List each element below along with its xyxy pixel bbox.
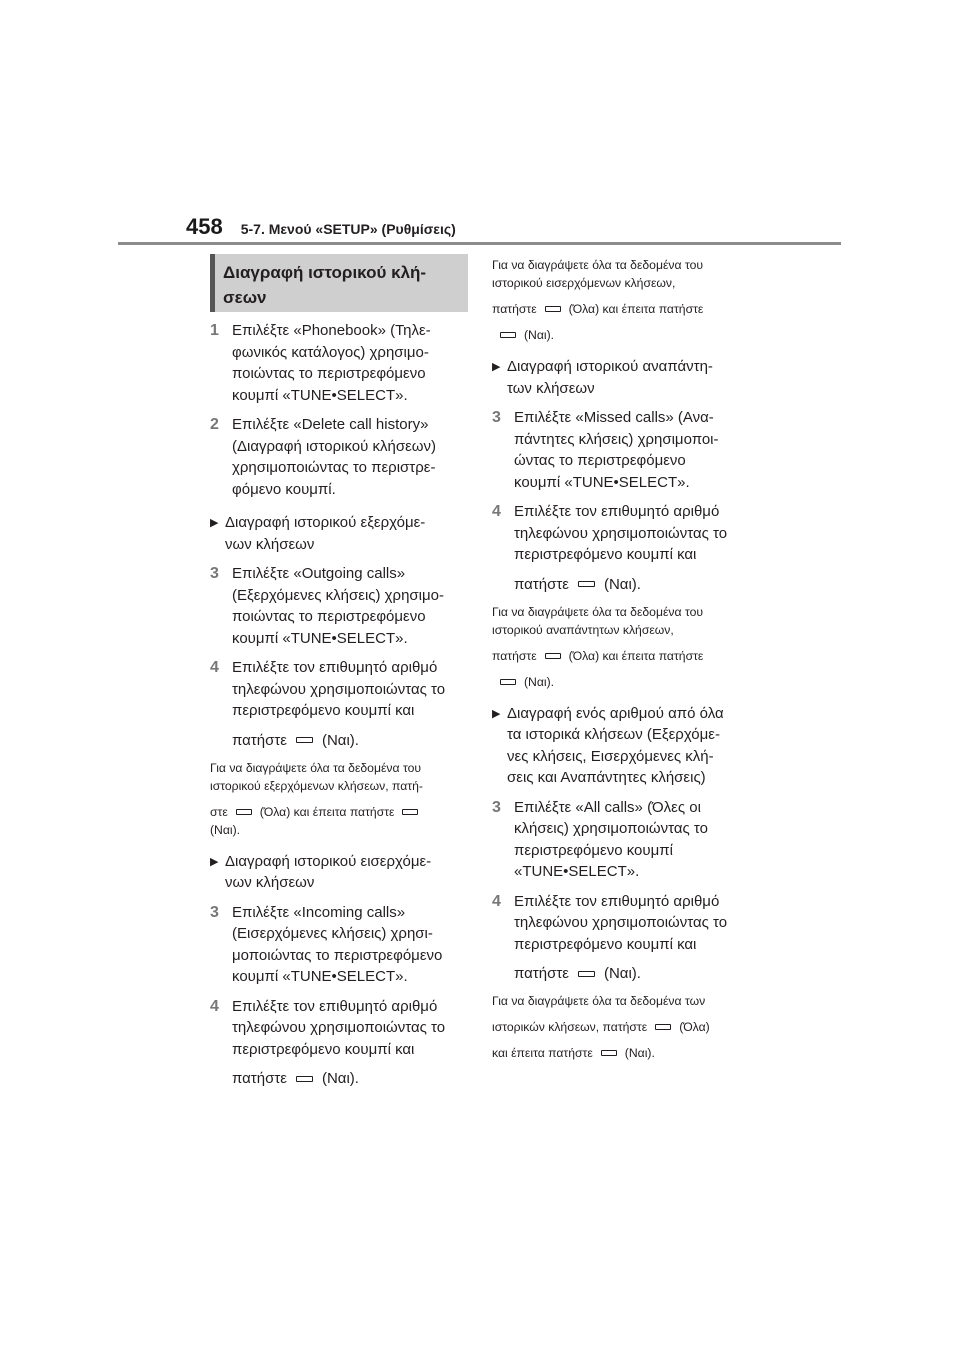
text-fragment: ιστορικών κλήσεων, πατήστε [492, 1020, 648, 1034]
text-line: μοποιώντας το περιστρεφόμενο [232, 946, 443, 964]
button-icon [578, 971, 595, 977]
button-icon [601, 1050, 617, 1056]
text-line: Επιλέξτε τον επιθυμητό αριθμό [514, 503, 720, 520]
topic-title-line: σεων [223, 288, 267, 307]
press-yes-line [232, 1070, 470, 1087]
text-line [492, 1018, 754, 1036]
left-column [210, 254, 470, 1097]
step-text [232, 657, 470, 722]
text-fragment: (Ναι). [603, 965, 641, 982]
text-line: τα ιστορικά κλήσεων (Εξερχόμε- [507, 726, 720, 743]
press-yes-line [514, 576, 754, 593]
text-line: νες κλήσεις, Εισερχόμενες κλή- [507, 747, 714, 765]
step-text [232, 902, 470, 988]
text-line: τηλεφώνου χρησιμοποιώντας το [514, 914, 728, 931]
step-text [514, 891, 754, 956]
button-icon [655, 1024, 671, 1030]
step-text [514, 501, 754, 566]
text-line: Διαγραφή ιστορικού εξερχόμε- [225, 514, 426, 531]
text-line: νων κλήσεων [225, 535, 315, 553]
subsection-missed [492, 356, 754, 399]
text-line: περιστρεφόμενο κουμπί και [232, 702, 415, 719]
header-divider [118, 242, 841, 245]
text-line: Για να διαγράψετε όλα τα δεδομένα του [210, 760, 422, 775]
text-line [492, 673, 754, 691]
step-3-missed [492, 407, 754, 493]
text-line: ώντας το περιστρεφόμενο [514, 452, 686, 469]
text-fragment: πατήστε [492, 648, 537, 663]
text-line: ιστορικού εξερχόμενων κλήσεων, πατή- [210, 778, 423, 793]
step-number: 2 [210, 416, 219, 433]
note-missed [492, 603, 754, 691]
text-line: χρησιμοποιώντας το περιστρε- [232, 459, 436, 476]
text-line: Επιλέξτε «Delete call history» [232, 416, 429, 433]
text-line: Επιλέξτε «Missed calls» (Ανα- [514, 409, 714, 426]
text-fragment: στε [210, 804, 228, 819]
step-2 [210, 414, 470, 500]
triangle-bullet-icon: ▶ [210, 855, 219, 868]
text-line: (Εξερχόμενες κλήσεις) χρησιμο- [232, 586, 444, 604]
button-icon [578, 581, 595, 587]
text-line: σεις και Αναπάντητες κλήσεις) [507, 769, 706, 786]
text-line: φωνικός κατάλογος) χρησιμο- [232, 343, 429, 361]
subsection-outgoing [210, 512, 470, 555]
press-yes-line [232, 732, 470, 749]
subsection-text [507, 356, 754, 399]
text-fragment: (Όλα) και έπειτα πατήστε [259, 804, 395, 819]
subsection-text [507, 703, 754, 789]
subsection-all-calls [492, 703, 754, 789]
text-line [492, 1044, 754, 1062]
text-line: περιστρεφόμενο κουμπί και [232, 1040, 415, 1058]
text-line: περιστρεφόμενο κουμπί [514, 841, 673, 859]
step-3-incoming [210, 902, 470, 988]
text-line: Επιλέξτε τον επιθυμητό αριθμό [232, 997, 438, 1015]
text-line: Επιλέξτε «Phonebook» (Τηλε- [232, 322, 431, 339]
step-number: 3 [492, 798, 501, 816]
step-text [514, 797, 754, 883]
note-all-calls [492, 992, 754, 1062]
text-fragment: (Ναι). [524, 328, 555, 342]
text-fragment: πατήστε [514, 965, 569, 982]
text-line: ποιώντας το περιστρεφόμενο [232, 365, 426, 382]
button-icon [500, 679, 516, 685]
step-4-missed [492, 501, 754, 566]
text-fragment: (Ναι). [603, 575, 641, 593]
text-line: Επιλέξτε «All calls» (Όλες οι [514, 798, 701, 816]
text-fragment: (Όλα) και έπειτα πατήστε [568, 302, 704, 316]
text-line: περιστρεφόμενο κουμπί και [514, 935, 697, 953]
text-line: Διαγραφή ενός αριθμού από όλα [507, 704, 724, 722]
step-4-all [492, 891, 754, 956]
step-3-all [492, 797, 754, 883]
step-text [232, 563, 470, 649]
text-line: ιστορικού εισερχόμενων κλήσεων, [492, 276, 676, 290]
step-number: 3 [492, 409, 501, 426]
subsection-text [225, 851, 470, 894]
text-line: κουμπί «TUNE•SELECT». [232, 386, 408, 404]
step-1 [210, 320, 470, 406]
text-fragment: πατήστε [232, 1070, 287, 1087]
text-fragment: και έπειτα πατήστε [492, 1046, 593, 1060]
text-line: πάντητες κλήσεις) χρησιμοποι- [514, 430, 719, 448]
text-fragment: (Ναι). [321, 1070, 359, 1087]
step-number: 3 [210, 565, 219, 582]
text-line: τηλεφώνου χρησιμοποιώντας το [232, 680, 446, 698]
text-line: ιστορικού αναπάντητων κλήσεων, [492, 622, 674, 637]
text-line: κλήσεις) χρησιμοποιώντας το [514, 820, 708, 837]
text-line: νων κλήσεων [225, 874, 315, 891]
button-icon [296, 1076, 313, 1082]
step-3-outgoing [210, 563, 470, 649]
text-line: φόμενο κουμπί. [232, 480, 336, 498]
text-fragment: πατήστε [492, 302, 537, 316]
step-number: 4 [210, 659, 219, 676]
text-line [492, 326, 754, 344]
text-line: Επιλέξτε τον επιθυμητό αριθμό [514, 892, 720, 910]
step-number: 4 [492, 892, 501, 910]
text-line [492, 300, 754, 318]
step-4-incoming [210, 996, 470, 1061]
text-fragment: (Ναι). [321, 731, 359, 749]
text-line: περιστρεφόμενο κουμπί και [514, 546, 697, 563]
text-line: Διαγραφή ιστορικού εισερχόμε- [225, 852, 432, 870]
text-line: (Εισερχόμενες κλήσεις) χρησι- [232, 925, 433, 942]
step-number: 4 [210, 997, 219, 1015]
triangle-bullet-icon: ▶ [492, 361, 501, 373]
step-text [232, 996, 470, 1061]
text-line: τηλεφώνου χρησιμοποιώντας το [514, 524, 728, 542]
text-line: «TUNE•SELECT». [514, 863, 640, 880]
text-fragment: πατήστε [514, 575, 569, 593]
button-icon [545, 306, 561, 312]
button-icon [236, 809, 252, 815]
text-fragment: (Όλα) και έπειτα πατήστε [568, 648, 704, 663]
step-number: 1 [210, 322, 219, 339]
step-text [232, 414, 470, 500]
text-fragment: (Όλα) [679, 1020, 710, 1034]
subsection-text [225, 512, 470, 555]
text-line: Διαγραφή ιστορικού αναπάντη- [507, 358, 713, 375]
triangle-bullet-icon: ▶ [492, 707, 501, 720]
button-icon [402, 809, 418, 815]
text-fragment: πατήστε [232, 731, 287, 749]
text-line: κουμπί «TUNE•SELECT». [232, 968, 408, 985]
button-icon [296, 737, 313, 743]
page-number: 458 [186, 214, 223, 239]
text-fragment: (Ναι). [524, 674, 555, 689]
note-outgoing [210, 759, 470, 839]
text-line: Για να διαγράψετε όλα τα δεδομένα του [492, 604, 704, 619]
note-incoming [492, 256, 754, 344]
page-header [186, 214, 456, 240]
step-text [514, 407, 754, 493]
text-line: Για να διαγράψετε όλα τα δεδομένα του [492, 258, 704, 272]
text-line: ποιώντας το περιστρεφόμενο [232, 608, 426, 625]
subsection-incoming [210, 851, 470, 894]
step-text [232, 320, 470, 406]
topic-title-line: Διαγραφή ιστορικού κλή- [223, 263, 427, 282]
step-number: 3 [210, 903, 219, 921]
text-line: (Διαγραφή ιστορικού κλήσεων) [232, 437, 436, 455]
text-line: Επιλέξτε «Outgoing calls» [232, 565, 406, 582]
text-line: κουμπί «TUNE•SELECT». [232, 629, 408, 647]
press-yes-line [514, 965, 754, 982]
text-line: (Ναι). [210, 822, 241, 837]
step-4-outgoing [210, 657, 470, 722]
text-line [210, 803, 470, 821]
text-line: κουμπί «TUNE•SELECT». [514, 473, 690, 491]
triangle-bullet-icon: ▶ [210, 517, 219, 529]
right-column [492, 254, 754, 1070]
button-icon [500, 332, 516, 338]
section-title: 5-7. Μενού «SETUP» (Ρυθμίσεις) [240, 221, 456, 237]
text-fragment: (Ναι). [624, 1046, 655, 1060]
text-line: τηλεφώνου χρησιμοποιώντας το [232, 1019, 446, 1036]
text-line: Για να διαγράψετε όλα τα δεδομένα των [492, 994, 706, 1008]
button-icon [545, 653, 561, 659]
text-line: Επιλέξτε «Incoming calls» [232, 903, 406, 921]
step-number: 4 [492, 503, 501, 520]
text-line [492, 647, 754, 665]
text-line: των κλήσεων [507, 379, 595, 397]
topic-title-box [210, 254, 468, 312]
text-line: Επιλέξτε τον επιθυμητό αριθμό [232, 659, 438, 676]
